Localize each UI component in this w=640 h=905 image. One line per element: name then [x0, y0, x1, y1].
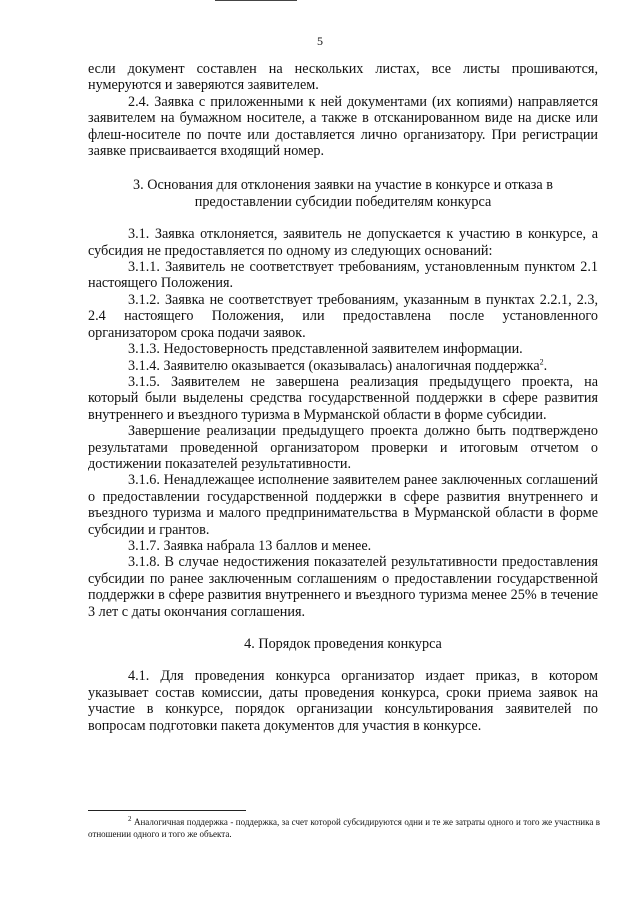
paragraph-3-1: 3.1. Заявка отклоняется, заявитель не допускается к участию в конкурсе, а субсидия не предоставляется по одному из следующих оснований: — [88, 226, 598, 259]
footnote — [88, 816, 600, 840]
document-body — [88, 61, 598, 734]
footnote-marker: 2 — [128, 815, 132, 823]
paragraph-continued: если документ составлен на нескольких листах, все листы прошиваются, нумеруются и заверяются заявителем. — [88, 61, 598, 94]
page-number: 5 — [317, 34, 323, 48]
paragraph-2-4: 2.4. Заявка с приложенными к ней документами (их копиями) направляется заявителем на бумажном носителе, а также в отсканированном виде на диске или флеш-носителе по почте или доставляется лично организатору. При регистрации заявке присваивается входящий номер. — [88, 93, 598, 160]
footnote-text: Аналогичная поддержка - поддержка, за счет которой субсидируются одни и те же затраты одного и того же участника в отношении одного и того же объекта. — [88, 817, 601, 839]
paragraph-3-1-4-text: 3.1.4. Заявителю оказывается (оказывалась) аналогичная поддержка — [128, 357, 540, 374]
paragraph-3-1-4 — [88, 358, 598, 374]
section-4-title: 4. Порядок проведения конкурса — [244, 636, 442, 652]
section-3-title: 3. Основания для отклонения заявки на участие в конкурсе и отказа в предоставлении субсидии победителям конкурса — [133, 177, 553, 210]
paragraph-3-1-1: 3.1.1. Заявитель не соответствует требованиям, установленным пунктом 2.1 настоящего Положения. — [88, 259, 598, 292]
footnote-separator — [88, 810, 246, 811]
paragraph-3-1-5: 3.1.5. Заявителем не завершена реализация предыдущего проекта, на который были выделены средства государственной поддержки в сфере развития внутреннего и въездного туризма в Мурманской области в форме субсидии. — [88, 373, 598, 423]
paragraph-3-1-3: 3.1.3. Недостоверность представленной заявителем информации. — [128, 341, 523, 358]
paragraph-3-1-6: 3.1.6. Ненадлежащее исполнение заявителем ранее заключенных соглашений о предоставлении государственной поддержки в сфере развития внутреннего и въездного туризма и малого предпринимательства в Мурманской области в форме субсидии и грантов. — [88, 472, 598, 538]
paragraph-3-1-4-end: . — [543, 357, 548, 374]
paragraph-3-1-8: 3.1.8. В случае недостижения показателей результативности предоставления субсидии по ранее заключенным соглашениям о предоставлении государственной поддержки в сфере развития внутреннего и въездного туризма менее 25% в течение 3 лет с даты окончания соглашения. — [88, 554, 598, 620]
top-rule — [215, 0, 297, 1]
paragraph-4-1: 4.1. Для проведения конкурса организатор издает приказ, в котором указывает состав комиссии, даты проведения конкурса, сроки приема заявок на участие в конкурсе, порядок организации консультирования заявителей по вопросам подготовки пакета документов для участия в конкурсе. — [88, 668, 598, 734]
paragraph-3-1-5-completion: Завершение реализации предыдущего проекта должно быть подтверждено результатами проведенной организатором проверки и итоговым отчетом о достижении показателей результативности. — [88, 423, 598, 472]
footnote-ref[interactable]: 2 — [539, 356, 544, 366]
paragraph-3-1-7: 3.1.7. Заявка набрала 13 баллов и менее. — [128, 537, 372, 554]
paragraph-3-1-2: 3.1.2. Заявка не соответствует требованиям, указанным в пунктах 2.2.1, 2.3, 2.4 настоящего Положения, или предоставлена после установленного организатором срока подачи заявок. — [88, 291, 598, 341]
